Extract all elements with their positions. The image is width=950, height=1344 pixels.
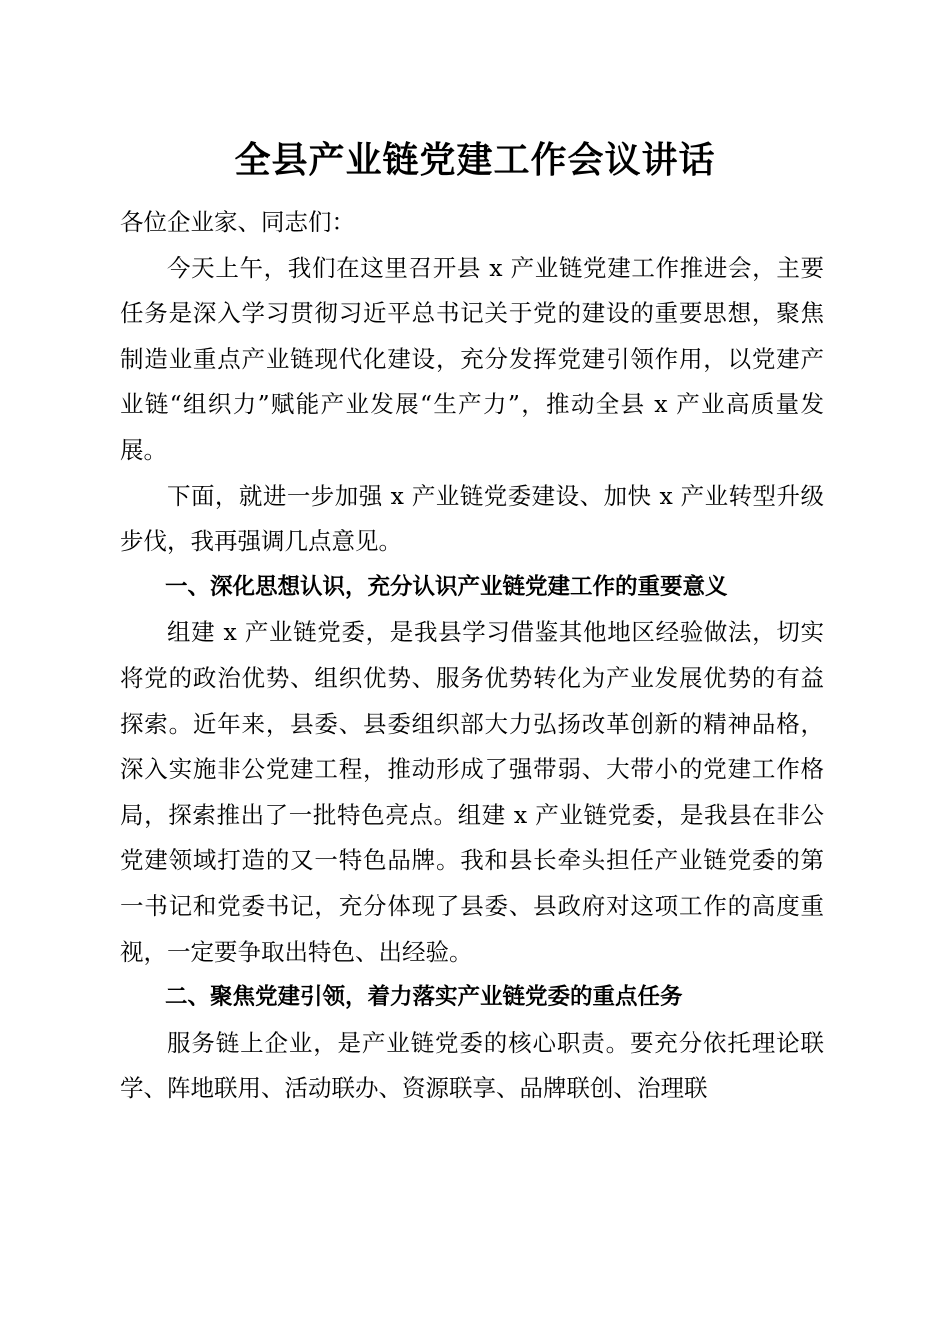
section-heading-2: 二、聚焦党建引领，着力落实产业链党委的重点任务 <box>165 984 683 1011</box>
section-heading-1: 一、深化思想认识，充分认识产业链党建工作的重要意义 <box>165 573 728 600</box>
salutation: 各位企业家、同志们： <box>120 208 355 236</box>
paragraph-intro: 今天上午，我们在这里召开县 x 产业链党建工作推进会，主要任务是深入学习贯彻习近平总书记关于党的建设的重要思想，聚焦制造业重点产业链现代化建设，充分发挥党建引领作用，以党建产业链“组织力”赋能产业发展“生产力”，推动全县 x 产业高质量发展。 <box>120 253 824 464</box>
section-1-paragraph: 组建 x 产业链党委，是我县学习借鉴其他地区经验做法，切实将党的政治优势、组织优势、服务优势转化为产业发展优势的有益探索。近年来，县委、县委组织部大力弘扬改革创新的精神品格，深入实施非公党建工程，推动形成了强带弱、大带小的党建工作格局，探索推出了一批特色亮点。组建 x 产业链党委，是我县在非公党建领域打造的又一特色品牌。我和县长牵头担任产业链党委的第一书记和党委书记，充分体现了县委、县政府对这项工作的高度重视，一定要争取出特色、出经验。 <box>120 618 824 966</box>
document-title: 全县产业链党建工作会议讲话 <box>234 139 716 181</box>
paragraph-transition: 下面，就进一步加强 x 产业链党委建设、加快 x 产业转型升级步伐，我再强调几点意见。 <box>120 481 824 556</box>
document-body <box>120 200 824 1112</box>
section-2-paragraph: 服务链上企业，是产业链党委的核心职责。要充分依托理论联学、阵地联用、活动联办、资源联享、品牌联创、治理联 <box>120 1028 824 1103</box>
